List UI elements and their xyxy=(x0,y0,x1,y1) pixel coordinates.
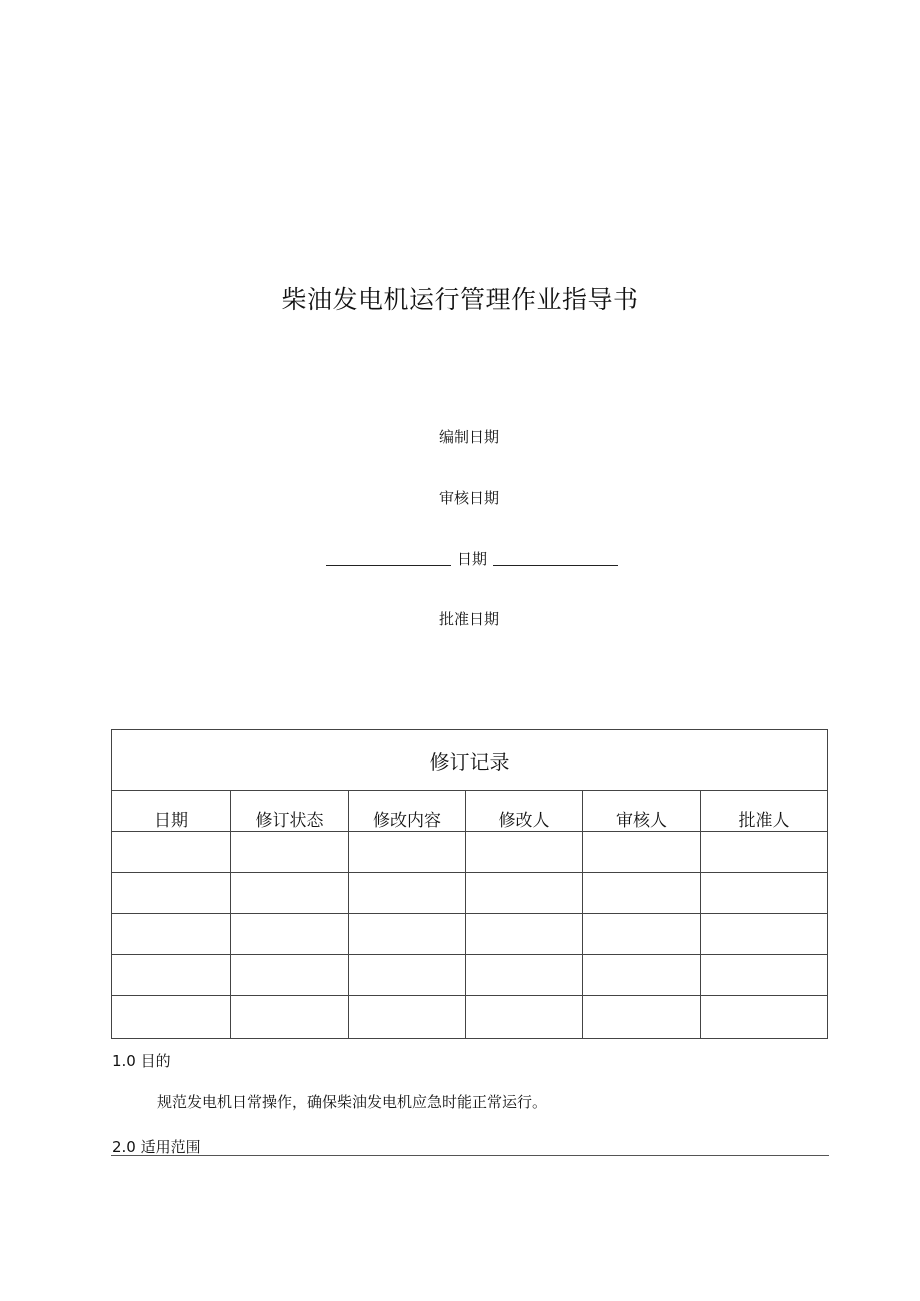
table-cell xyxy=(349,914,466,955)
table-cell xyxy=(701,873,828,914)
table-row xyxy=(112,914,828,955)
table-cell xyxy=(583,873,701,914)
table-cell xyxy=(701,832,828,873)
table-cell xyxy=(466,914,583,955)
table-cell xyxy=(349,955,466,996)
table-cell xyxy=(701,914,828,955)
table-row xyxy=(112,832,828,873)
blank-date-line xyxy=(326,548,618,568)
blank-date-label: 日期 xyxy=(456,550,487,568)
revision-table-caption: 修订记录 xyxy=(112,730,828,791)
header-modifier: 修改人 xyxy=(466,791,583,832)
table-cell xyxy=(349,832,466,873)
table-cell xyxy=(466,996,583,1039)
table-cell xyxy=(112,996,231,1039)
table-cell xyxy=(231,996,349,1039)
table-cell xyxy=(112,873,231,914)
table-cell xyxy=(231,914,349,955)
table-cell xyxy=(349,996,466,1039)
header-change-content: 修改内容 xyxy=(349,791,466,832)
revision-table-header-row xyxy=(112,791,828,832)
header-date: 日期 xyxy=(112,791,231,832)
document-title: 柴油发电机运行管理作业指导书 xyxy=(281,285,639,314)
header-approver: 批准人 xyxy=(701,791,828,832)
table-cell xyxy=(583,996,701,1039)
table-cell xyxy=(583,955,701,996)
header-revision-status: 修订状态 xyxy=(231,791,349,832)
prepared-date-label: 编制日期 xyxy=(438,428,499,446)
table-cell xyxy=(112,914,231,955)
table-cell xyxy=(466,955,583,996)
table-cell xyxy=(231,955,349,996)
table-cell xyxy=(466,873,583,914)
table-cell xyxy=(583,832,701,873)
table-cell xyxy=(112,955,231,996)
revision-record-table xyxy=(111,729,828,1039)
reviewed-date-label: 审核日期 xyxy=(438,489,499,507)
table-row xyxy=(112,955,828,996)
table-cell xyxy=(112,832,231,873)
section-heading-purpose: 1.0 目的 xyxy=(112,1052,171,1070)
table-cell xyxy=(583,914,701,955)
table-cell xyxy=(701,996,828,1039)
table-row xyxy=(112,996,828,1039)
blank-underline-left xyxy=(326,565,451,566)
section-divider xyxy=(111,1155,829,1156)
table-row xyxy=(112,873,828,914)
section-body-purpose: 规范发电机日常操作，确保柴油发电机应急时能正常运行。 xyxy=(157,1093,548,1111)
table-cell xyxy=(349,873,466,914)
header-reviewer: 审核人 xyxy=(583,791,701,832)
section-heading-scope: 2.0 适用范围 xyxy=(112,1138,201,1156)
table-cell xyxy=(701,955,828,996)
approved-date-label: 批准日期 xyxy=(438,610,499,628)
table-cell xyxy=(231,832,349,873)
table-cell xyxy=(466,832,583,873)
blank-underline-right xyxy=(493,565,618,566)
table-cell xyxy=(231,873,349,914)
